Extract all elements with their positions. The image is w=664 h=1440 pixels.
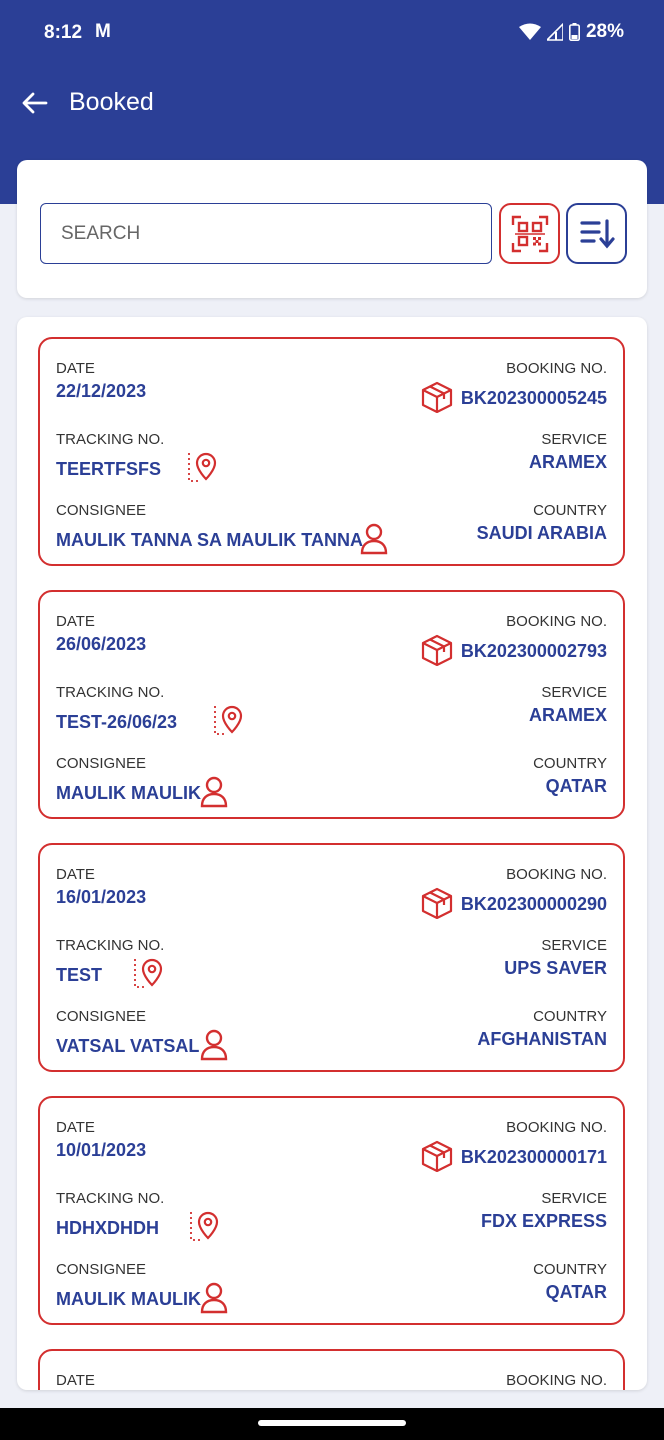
package-icon <box>420 634 454 671</box>
booking-date: 22/12/2023 <box>56 381 147 401</box>
consignee-name: VATSAL VATSAL <box>56 1036 200 1056</box>
country-name: AFGHANISTAN <box>477 1029 607 1049</box>
consignee-name: MAULIK MAULIK <box>56 1289 201 1309</box>
country-name: QATAR <box>545 1282 607 1302</box>
navigation-bar <box>0 1408 664 1440</box>
location-pin-icon[interactable] <box>132 957 164 994</box>
service-name: ARAMEX <box>528 452 607 472</box>
location-pin-icon[interactable] <box>188 1210 220 1247</box>
home-indicator[interactable] <box>258 1420 406 1426</box>
tracking-number: TEST-26/06/23 <box>56 712 178 732</box>
booking-no-label: BOOKING NO. <box>506 1119 607 1136</box>
booking-no-label: BOOKING NO. <box>506 360 607 377</box>
booking-list <box>17 317 647 1390</box>
country-label: COUNTRY <box>533 1261 607 1278</box>
qr-scan-button[interactable] <box>499 203 560 264</box>
search-input[interactable] <box>40 203 492 264</box>
country-label: COUNTRY <box>533 502 607 519</box>
service-name: ARAMEX <box>528 705 607 725</box>
package-icon <box>420 1140 454 1177</box>
consignee-label: CONSIGNEE <box>56 755 147 772</box>
booking-no-label: BOOKING NO. <box>506 866 607 883</box>
person-icon <box>360 523 388 560</box>
booking-no-label: BOOKING NO. <box>506 1372 607 1389</box>
booking-card[interactable] <box>38 1349 625 1390</box>
tracking-no-label: TRACKING NO. <box>56 431 165 448</box>
booking-number: BK202300000171 <box>460 1147 607 1167</box>
search-card <box>17 160 647 298</box>
tracking-no-label: TRACKING NO. <box>56 937 165 954</box>
tracking-number: TEST <box>56 965 103 985</box>
date-label: DATE <box>56 1372 95 1389</box>
service-label: SERVICE <box>541 1190 607 1207</box>
person-icon <box>200 1029 228 1066</box>
tracking-no-label: TRACKING NO. <box>56 684 165 701</box>
battery-icon <box>569 23 580 41</box>
date-label: DATE <box>56 360 95 377</box>
booking-card[interactable] <box>38 590 625 819</box>
date-label: DATE <box>56 613 95 630</box>
service-label: SERVICE <box>541 937 607 954</box>
booking-card[interactable] <box>38 843 625 1072</box>
page-title: Booked <box>69 88 154 116</box>
service-label: SERVICE <box>541 431 607 448</box>
booking-card[interactable] <box>38 1096 625 1325</box>
booking-date: 26/06/2023 <box>56 634 147 654</box>
carrier-icon: M <box>95 21 110 42</box>
consignee-label: CONSIGNEE <box>56 1008 147 1025</box>
service-name: UPS SAVER <box>504 958 607 978</box>
package-icon <box>420 381 454 418</box>
tracking-number: HDHXDHDH <box>56 1218 159 1238</box>
signal-icon <box>547 23 563 41</box>
country-name: QATAR <box>545 776 607 796</box>
back-button[interactable] <box>20 88 50 118</box>
service-label: SERVICE <box>541 684 607 701</box>
country-label: COUNTRY <box>533 1008 607 1025</box>
service-name: FDX EXPRESS <box>480 1211 607 1231</box>
country-label: COUNTRY <box>533 755 607 772</box>
battery-percent: 28% <box>585 21 624 42</box>
qr-scan-icon <box>511 215 549 253</box>
booking-number: BK202300005245 <box>460 388 607 408</box>
booking-date: 16/01/2023 <box>56 887 147 907</box>
booking-number: BK202300002793 <box>460 641 607 661</box>
person-icon <box>200 1282 228 1319</box>
consignee-label: CONSIGNEE <box>56 502 147 519</box>
consignee-name: MAULIK MAULIK <box>56 783 201 803</box>
booking-number: BK202300000290 <box>460 894 607 914</box>
status-indicators <box>519 21 624 43</box>
date-label: DATE <box>56 1119 95 1136</box>
location-pin-icon[interactable] <box>212 704 244 741</box>
consignee-name: MAULIK TANNA SA MAULIK TANNA <box>56 530 363 550</box>
tracking-no-label: TRACKING NO. <box>56 1190 165 1207</box>
tracking-number: TEERTFSFS <box>56 459 162 479</box>
sort-icon <box>579 218 615 250</box>
package-icon <box>420 887 454 924</box>
consignee-label: CONSIGNEE <box>56 1261 147 1278</box>
person-icon <box>200 776 228 813</box>
booking-no-label: BOOKING NO. <box>506 613 607 630</box>
booking-card[interactable] <box>38 337 625 566</box>
wifi-icon <box>519 23 541 41</box>
sort-button[interactable] <box>566 203 627 264</box>
arrow-left-icon <box>20 88 50 118</box>
country-name: SAUDI ARABIA <box>476 523 607 543</box>
status-bar <box>0 0 664 66</box>
date-label: DATE <box>56 866 95 883</box>
status-time: 8:12 <box>44 22 83 43</box>
location-pin-icon[interactable] <box>186 451 218 488</box>
booking-date: 10/01/2023 <box>56 1140 147 1160</box>
